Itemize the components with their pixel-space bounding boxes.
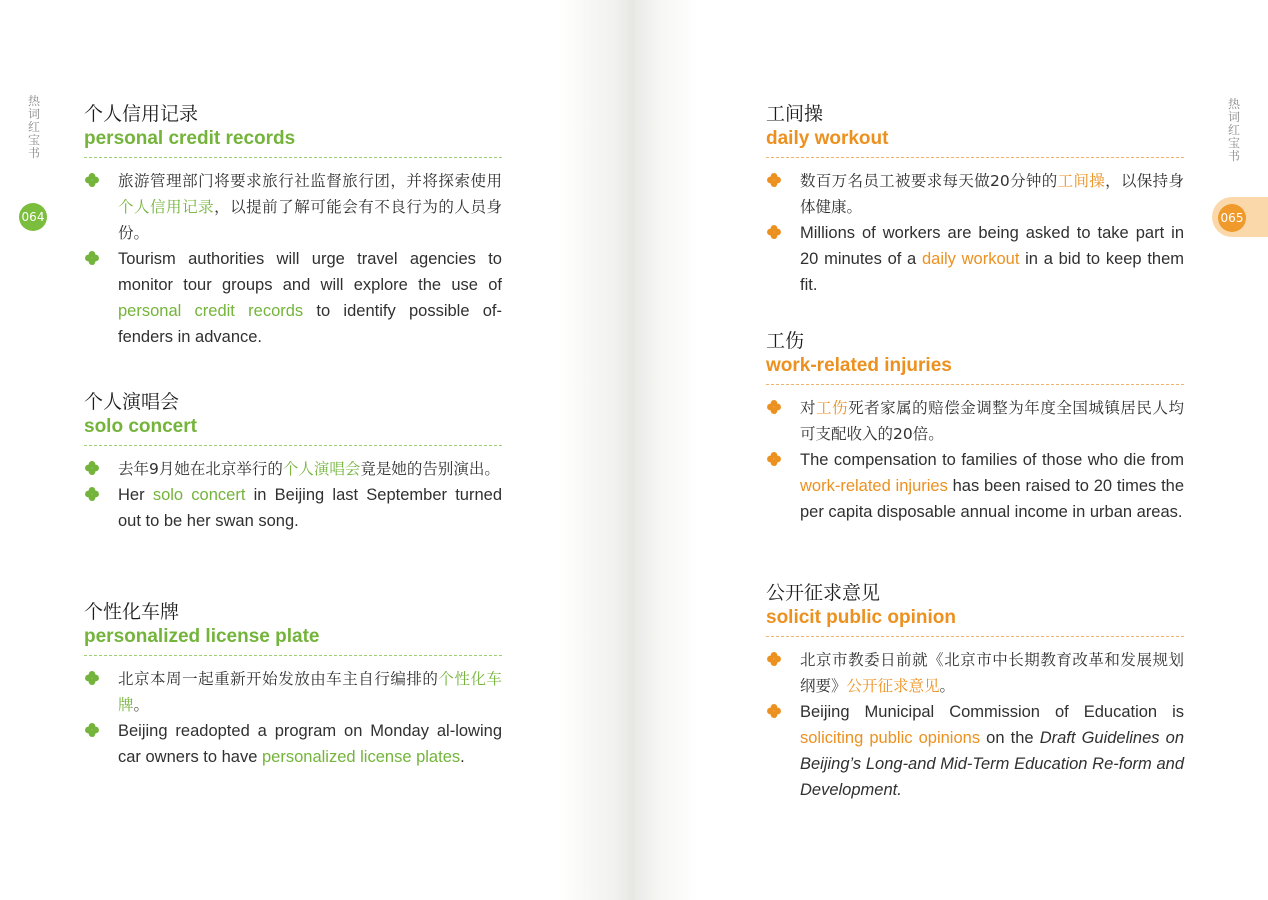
dashed-divider [766, 384, 1184, 385]
english-example: Her solo concert in Beijing last September turned out to be her swan song. [84, 482, 502, 534]
entry-chinese-title: 个人信用记录 [84, 103, 199, 125]
entry-english-title: daily workout [766, 128, 889, 149]
entry-work-related-injuries [766, 329, 1184, 525]
highlighted-term: personalized license plates [262, 748, 461, 766]
entry-english-title: solicit public opinion [766, 607, 956, 628]
entry-daily-workout [766, 102, 1184, 298]
clover-bullet-icon [84, 460, 100, 476]
entry-chinese-title: 公开征求意见 [766, 582, 881, 604]
dashed-divider [84, 445, 502, 446]
highlighted-term: 个性化车牌 [118, 670, 502, 714]
chinese-example: 北京市教委日前就《北京市中长期教育改革和发展规划纲要》公开征求意见。 [766, 647, 1184, 699]
chinese-example: 对工伤死者家属的赔偿金调整为年度全国城镇居民人均可支配收入的20倍。 [766, 395, 1184, 447]
clover-bullet-icon [84, 722, 100, 738]
english-example: The compensation to families of those who die from work-related injuries has been raised to 20 times the per capita disposable annual income in urban areas. [766, 447, 1184, 525]
chinese-example: 去年9月她在北京举行的个人演唱会竟是她的告别演出。 [84, 456, 502, 482]
clover-bullet-icon [766, 399, 782, 415]
entry-english-title: solo concert [84, 416, 197, 437]
book-side-label: 热词红宝书 [27, 94, 40, 160]
clover-bullet-icon [766, 451, 782, 467]
page-number-badge: 064 [19, 203, 47, 231]
dashed-divider [766, 157, 1184, 158]
dashed-divider [766, 636, 1184, 637]
highlighted-term: 公开征求意见 [846, 677, 940, 695]
highlighted-term: 工伤 [816, 399, 849, 417]
clover-bullet-icon [84, 250, 100, 266]
entry-chinese-title: 工间操 [766, 103, 824, 125]
chinese-example: 数百万名员工被要求每天做20分钟的工间操，以保持身体健康。 [766, 168, 1184, 220]
highlighted-term: solo concert [152, 486, 246, 504]
clover-bullet-icon [766, 224, 782, 240]
clover-bullet-icon [766, 703, 782, 719]
entry-solo-concert [84, 390, 502, 534]
entry-english-title: work-related injuries [766, 355, 952, 376]
entry-solicit-public-opinion [766, 581, 1184, 803]
page-number-badge: 065 [1218, 204, 1246, 232]
english-example: Beijing Municipal Commission of Education is soliciting public opinions on the Draft Guidelines on Beijing’s Long-and Mid-Term Education Re-form and Development. [766, 699, 1184, 803]
highlighted-term: personal credit records [118, 302, 304, 320]
clover-bullet-icon [84, 670, 100, 686]
clover-bullet-icon [84, 172, 100, 188]
english-example: Beijing readopted a program on Monday al-lowing car owners to have personalized license plates. [84, 718, 502, 770]
highlighted-term: soliciting public opinions [800, 729, 981, 747]
highlighted-term: 工间操 [1057, 172, 1106, 190]
dashed-divider [84, 655, 502, 656]
book-side-label: 热词红宝书 [1227, 97, 1240, 163]
entry-english-title: personal credit records [84, 128, 296, 149]
entry-chinese-title: 工伤 [766, 330, 805, 352]
clover-bullet-icon [766, 172, 782, 188]
entry-chinese-title: 个性化车牌 [84, 601, 180, 623]
document-title-italic: Draft Guidelines on Beijing’s Long-and Mid-Term Education Re-form and Development. [800, 729, 1184, 799]
english-example: Millions of workers are being asked to take part in 20 minutes of a daily workout in a bid to keep them fit. [766, 220, 1184, 298]
highlighted-term: 个人演唱会 [282, 460, 361, 478]
right-page [634, 0, 1268, 900]
entry-chinese-title: 个人演唱会 [84, 391, 180, 413]
entry-personal-credit-records [84, 102, 502, 350]
clover-bullet-icon [766, 651, 782, 667]
dashed-divider [84, 157, 502, 158]
highlighted-term: daily workout [921, 250, 1020, 268]
highlighted-term: work-related injuries [800, 477, 948, 495]
clover-bullet-icon [84, 486, 100, 502]
entry-personalized-license-plate [84, 600, 502, 770]
chinese-example: 北京本周一起重新开始发放由车主自行编排的个性化车牌。 [84, 666, 502, 718]
entry-english-title: personalized license plate [84, 626, 320, 647]
english-example: Tourism authorities will urge travel agencies to monitor tour groups and will explore the use of personal credit records to identify possible of-fenders in advance. [84, 246, 502, 350]
highlighted-term: 个人信用记录 [118, 198, 215, 216]
chinese-example: 旅游管理部门将要求旅行社监督旅行团，并将探索使用个人信用记录，以提前了解可能会有不良行为的人员身份。 [84, 168, 502, 246]
